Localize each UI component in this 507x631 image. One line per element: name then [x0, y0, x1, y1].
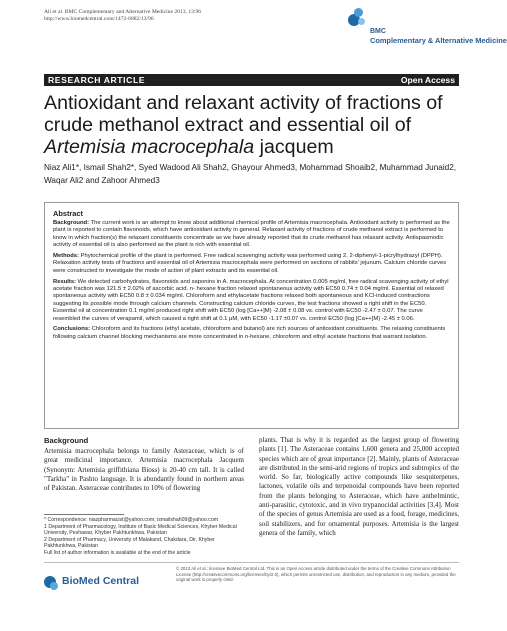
affiliation-2: 2 Department of Pharmacy, University of Malakand, Chakdara, Dir, Khyber Pakhtunkhwa, Pakistan — [44, 536, 215, 550]
logo-bmc-text: BMC — [370, 28, 386, 35]
footnotes — [44, 517, 244, 557]
bmc-logo-icon — [348, 8, 368, 32]
title-part2: jacquem — [254, 135, 334, 158]
author-list: Niaz Ali1*, Ismail Shah2*, Syed Wadood Ali Shah2, Ghayour Ahmed3, Mohammad Shoaib2, Muhammad Junaid2, Waqar Ali2 and Zahoor Ahmed3 — [44, 163, 457, 185]
open-access-label: Open Access — [400, 75, 455, 85]
results-label: Results: — [53, 278, 77, 285]
correspondence-note: * Correspondence: niazpharmacist@yahoo.com; ismailshah09@yahoo.com — [44, 517, 219, 523]
title-species: Artemisia macrocephala — [44, 135, 255, 158]
body-left-text: Artemisia macrocephala belongs to family Asteraceae, which is of great medicinal importance. Artemisia macrocephala Jacquem (Synonym: Artemisia griffithiana Bioss) is 20-40 cm tall. It is called "Tarkha" in Pashto language. It is abundantly found in northern areas of Pakistan. Asteraceae contributes to 10% of flowering — [44, 447, 244, 493]
article-title — [44, 93, 464, 158]
background-label: Background: — [53, 220, 90, 226]
article-url[interactable]: http://www.biomedcentral.com/1472-6882/13/96 — [44, 16, 154, 23]
results-text: We detected carbohydrates, flavonoids and saponins in A. macrocephala. At concentration 0.005 mg/ml, free radical scavenging activity of ethyl acetate fraction was 121.5 ± 2.02% of ascorbic acid. n- hexane fraction relaxed spontaneous activity with EC50 0.74 ± 0.04 mg/ml. Essential oil relaxed spontaneous activity with EC50 0.8 ± 0.034 mg/ml. Chloroform and ethylacetate fractions relaxed both spontaneous and KCl-induced contractions suggesting its possible mode through calcium channels. Constructing calcium chloride curves, the test fractions showed a right shift in the EC50. Essential oil at concentration 0.1 mg/ml produced right shift with EC50 (log [Ca++]M) -2.08 ± 0.08 vs. control with EC50 -2.47 ± 0.07. The curve resembled the curves of verapamil, which caused a right shift at 0.1 µM, with EC50 -1.17 ±0.07 vs. control EC50 (log [Ca++]M) -2.45 ± 0.06. — [53, 278, 449, 322]
methods-text: Phytochemical profile of the plant is performed. Free radical scavenging activity was performed using 2, 2-diphenyl-1-picrylhydrazyl (DPPH). Relaxation activity tests of fractions and essential oil of Artemisia macrocephala were performed on sections of rabbits' jejunum. Calcium chloride curves were constructed to investigate the mode of action of plant extracts and its essential oil. — [53, 253, 447, 274]
abstract-background — [53, 220, 450, 250]
logo-journal-name: Complementary & Alternative Medicine — [370, 36, 507, 45]
conclusions-text: Chloroform and its fractions (ethyl acetate, chloroform and butanol) are rich sources of antioxidant constituents. The relaxing constituents following calcium channel blocking mechanisms are more concentrated in n-hexane, chloroform and ethyl acetate fractions that warrant isolation. — [53, 326, 446, 340]
license-text: © 2013 Ali et al.; licensee BioMed Central Ltd. This is an Open Access article distributed under the terms of the Creative Commons Attribution License (http://creativecommons.org/licenses/by/2.0), which permits unrestricted use, distribution, and reproduction in any medium, provided the original work is properly cited. — [176, 566, 456, 583]
biomed-logo-text: BioMed Central — [62, 575, 140, 587]
abstract-box — [44, 202, 459, 429]
bmc-journal-logo — [340, 8, 507, 48]
footnote-divider — [44, 514, 124, 515]
biomed-logo-icon-accent — [50, 582, 58, 590]
abstract-results — [53, 279, 450, 324]
background-text: The current work is an attempt to know about additional chemical profile of Artemisia macrocephala. Antioxidant activity is performed as the plant is reported to contain flavonoids, which have antioxidant activity in general. Relaxant activity of fractions of crude methanol extract is performed to know in which fraction(s) the relaxant constituents concentrate as we have already reported that its crude methanol has relaxant activity. Antispasmodic activity of essential oil is also performed as the plant is rich with essential oil. — [53, 220, 450, 249]
abstract-heading: Abstract — [53, 209, 83, 218]
biomed-central-logo — [44, 574, 164, 596]
body-right-column — [259, 436, 459, 538]
methods-label: Methods: — [53, 253, 79, 259]
citation-line: Ali et al. BMC Complementary and Alternative Medicine 2013, 13:96 — [44, 9, 202, 15]
abstract-body — [53, 220, 450, 345]
affiliation-1: 1 Department of Pharmacology, Institute of Basic Medical Sciences, Khyber Medical University, Peshawar, Khyber Pakhtunkhwa, Pakistan — [44, 523, 237, 537]
abstract-conclusions — [53, 326, 450, 341]
abstract-methods — [53, 253, 450, 275]
footer-divider — [44, 562, 459, 563]
title-part1: Antioxidant and relaxant activity of fractions of crude methanol extract and essential oil of — [44, 92, 443, 136]
article-type-label: RESEARCH ARTICLE — [48, 75, 146, 85]
body-right-text: plants. That is why it is regarded as the largest group of flowering plants [1]. The Asteraceae contains 1,600 genera and 25,000 accepted species which are of great importance [2]. Mainly, plants of Asteraceae are distributed in the semi-arid regions of tropics and subtropics of the world. So far, biologically active compounds like sesquiterpenes, lactones, volatile oils and terpenoidal compounds have been reported from the plants belonging to Asteraceae, which have anthelmintic, anti-parasitic, cytotoxic, and in vivo trypanocidal activities [3,4]. Most of the species of genus Artemisia are used as a food, forage, medicines, soil stabilizers, and for ornamental purposes. Artemisia is the largest genera of the family, which — [259, 436, 459, 537]
journal-citation — [44, 9, 201, 24]
author-info-note: Full list of author information is available at the end of the article — [44, 549, 191, 556]
background-heading: Background — [44, 436, 89, 445]
article-type-banner — [44, 74, 459, 86]
conclusions-label: Conclusions: — [53, 326, 91, 333]
body-left-column — [44, 436, 244, 493]
